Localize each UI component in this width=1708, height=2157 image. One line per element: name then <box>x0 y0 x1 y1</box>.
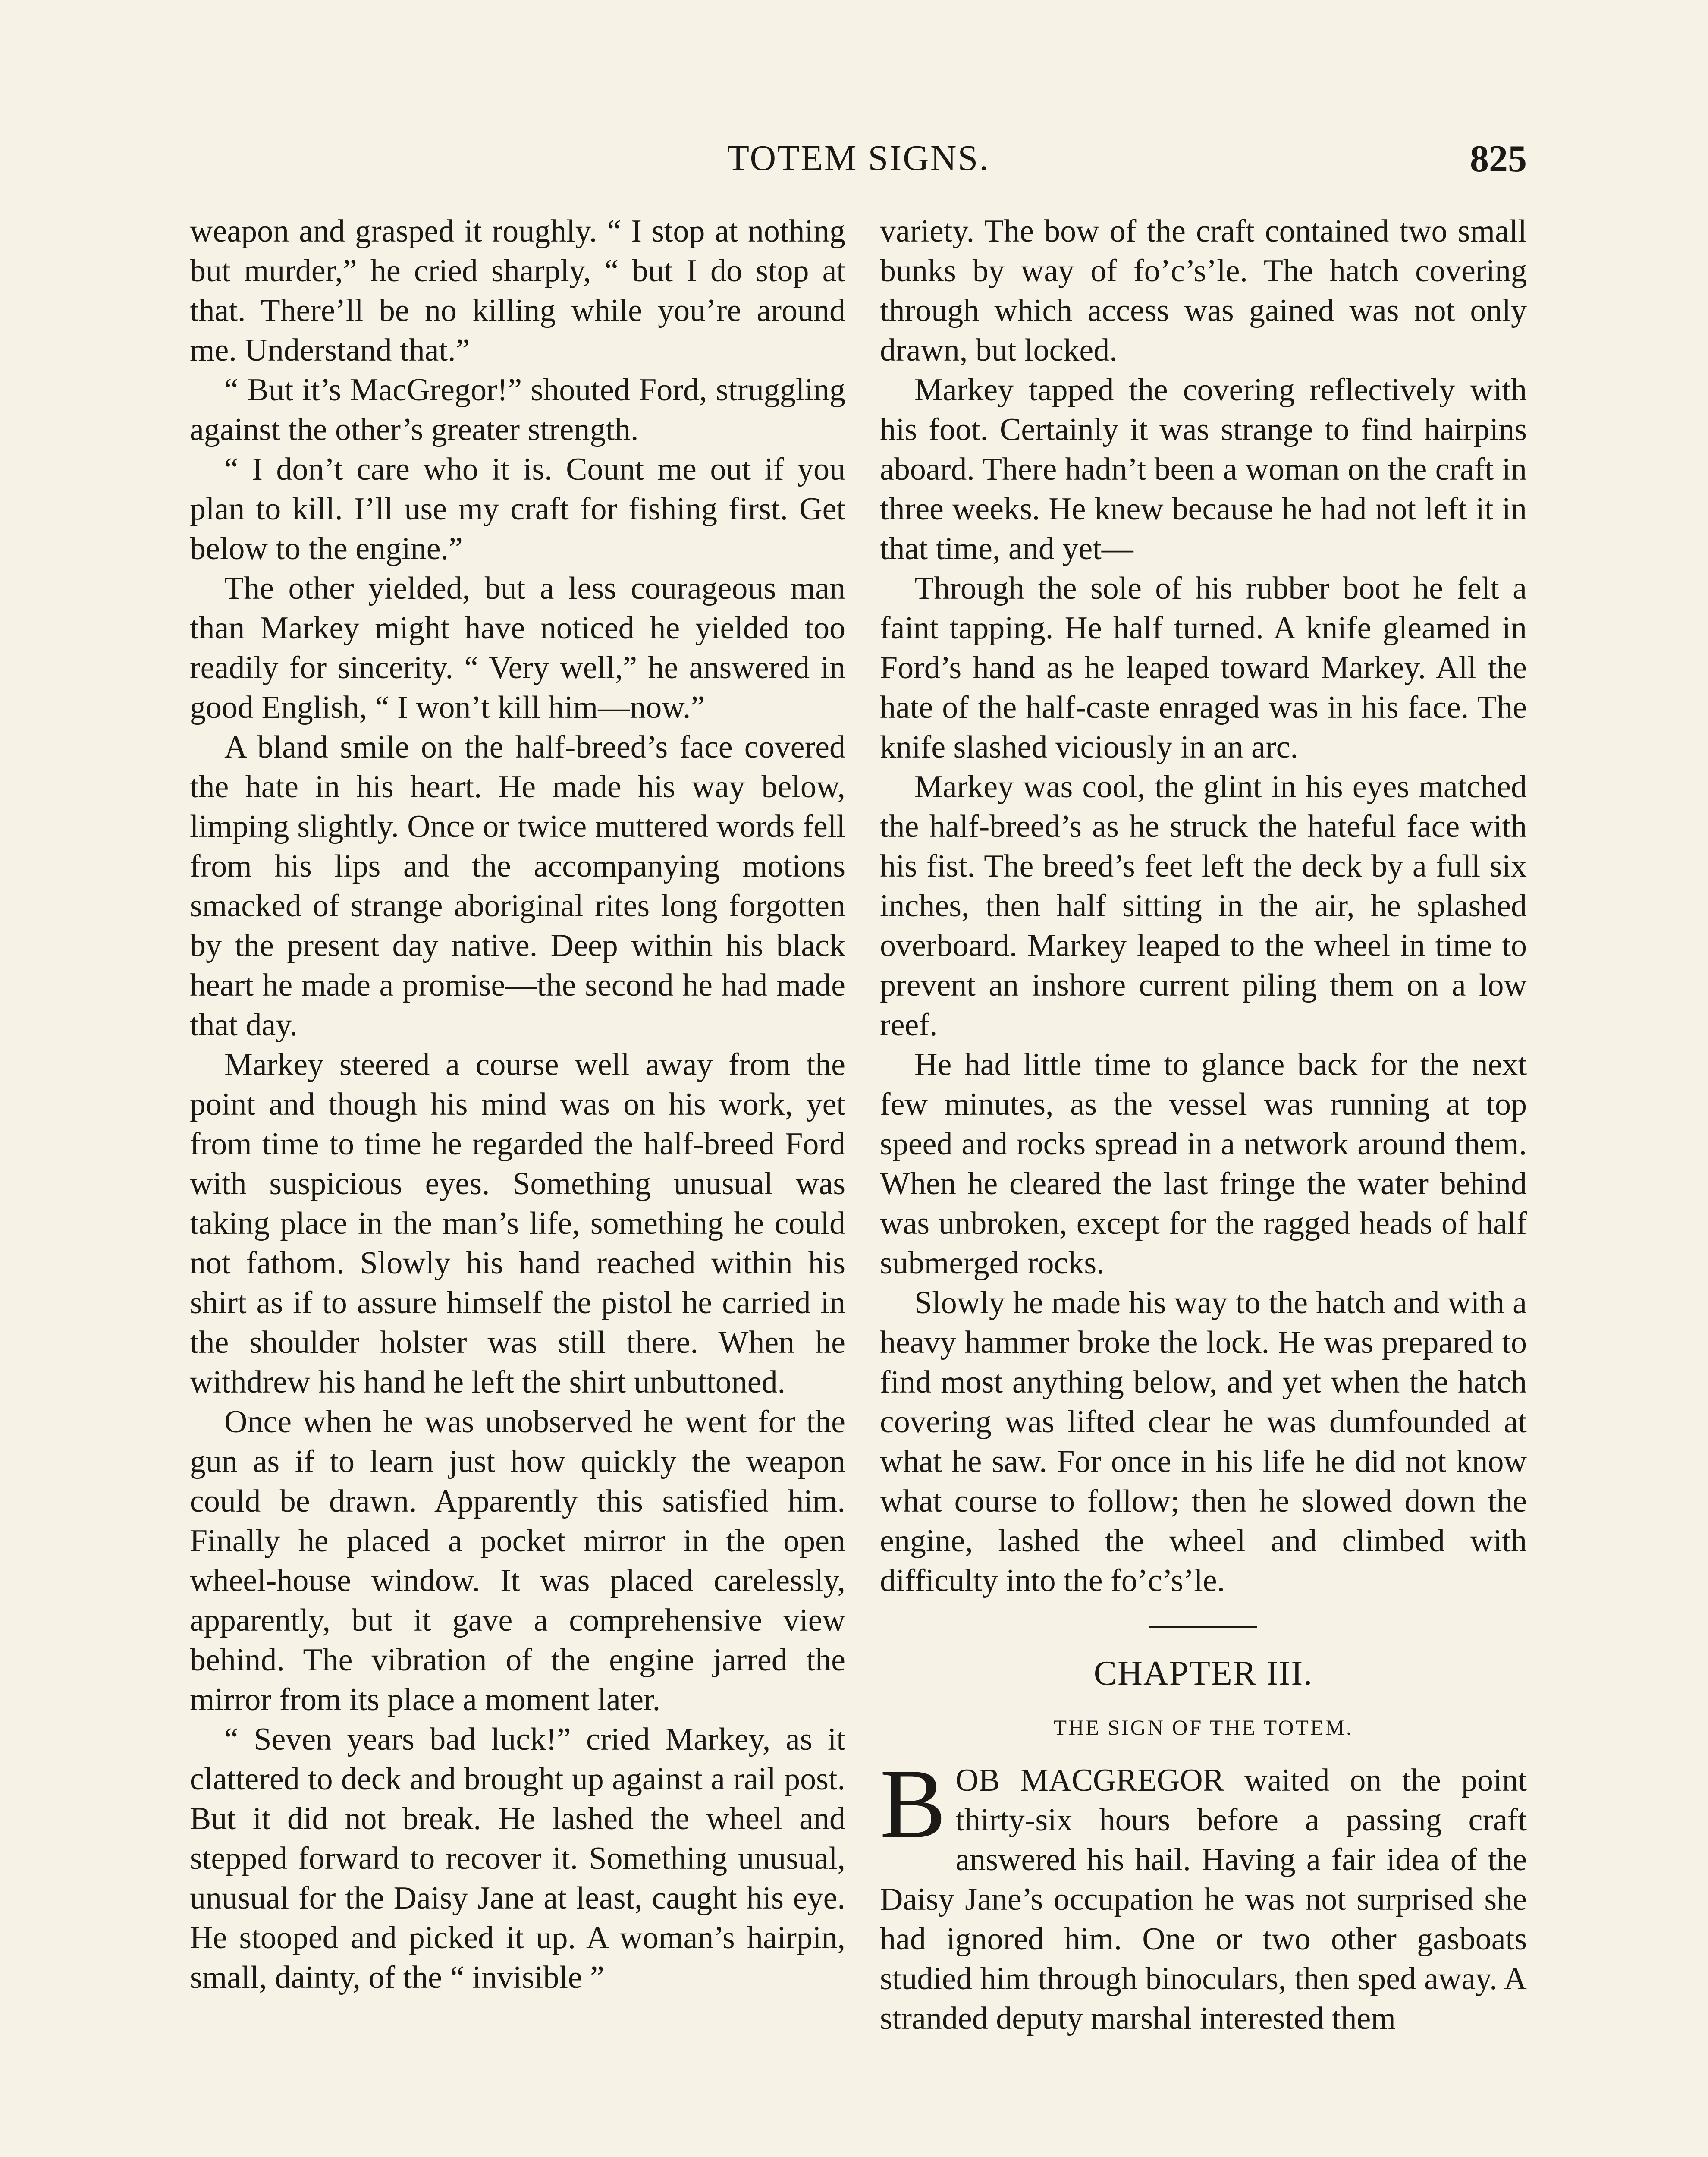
chapter-opening-paragraph <box>880 1748 1527 2038</box>
paragraph: Markey tapped the covering reflectively with his foot. Certainly it was strange to find hairpins aboard. There hadn’t been a woman on the craft in three weeks. He knew because he had not left it in that time, and yet— <box>880 372 1527 566</box>
chapter-opening-text: OB MACGREGOR waited on the point thirty-six hours before a passing craft answered his hail. Having a fair idea of the Daisy Jane’s occupation he was not surprised she had ignored him. One or two other gasboats studied him through binoculars, then sped away. A stranded deputy marshal interested them <box>880 1763 1527 2036</box>
left-column <box>190 211 845 1997</box>
section-divider <box>1149 1626 1257 1628</box>
paragraph: He had little time to glance back for the next few minutes, as the vessel was running at top speed and rocks spread in a network around them. When he cleared the last fringe the water behind was unbroken, except for the ragged heads of half submerged rocks. <box>880 1047 1527 1281</box>
paragraph: “ Seven years bad luck!” cried Markey, as it clattered to deck and brought up against a rail post. But it did not break. He lashed the wheel and stepped forward to recover it. Something unusual, unusual for the Daisy Jane at least, caught his eye. He stooped and picked it up. A woman’s hairpin, small, dainty, of the “ invisible ” <box>190 1722 845 1995</box>
paragraph: Slowly he made his way to the hatch and with a heavy hammer broke the lock. He was prepared to find most anything below, and yet when the hatch covering was lifted clear he was dumfounded at what he saw. For once in his life he did not know what course to follow; then he slowed down the engine, lashed the wheel and climbed with difficulty into the fo’c’s’le. <box>880 1285 1527 1598</box>
paragraph: weapon and grasped it roughly. “ I stop at nothing but murder,” he cried sharply, “ but I do stop at that. There’ll be no killing while you’re around me. Understand that.” <box>190 214 845 368</box>
paragraph: A bland smile on the half-breed’s face covered the hate in his heart. He made his way below, limping slightly. Once or twice muttered words fell from his lips and the accompanying motions smacked of strange aboriginal rites long forgotten by the present day native. Deep within his black heart he made a promise—the second he had made that day. <box>190 729 845 1043</box>
paragraph: “ I don’t care who it is. Count me out if you plan to kill. I’ll use my craft for fishing first. Get below to the engine.” <box>190 452 845 566</box>
paragraph: variety. The bow of the craft contained two small bunks by way of fo’c’s’le. The hatch covering through which access was gained was not only drawn, but locked. <box>880 214 1527 368</box>
paragraph: The other yielded, but a less courageous man than Markey might have noticed he yielded too readily for sincerity. “ Very well,” he answered in good English, “ I won’t kill him—now.” <box>190 571 845 725</box>
chapter-subtitle: THE SIGN OF THE TOTEM. <box>1053 1715 1353 1739</box>
page-number: 825 <box>1470 138 1527 180</box>
paragraph: Markey was cool, the glint in his eyes matched the half-breed’s as he struck the hateful face with his fist. The breed’s feet left the deck by a full six inches, then half sitting in the air, he splashed overboard. Markey leaped to the wheel in time to prevent an inshore current piling them on a low reef. <box>880 769 1527 1043</box>
paragraph: Markey steered a course well away from the point and though his mind was on his work, yet from time to time he regarded the half-breed Ford with suspicious eyes. Something unusual was taking place in the man’s life, something he could not fathom. Slowly his hand reached within his shirt as if to assure himself the pistol he carried in the shoulder holster was still there. When he withdrew his hand he left the shirt unbuttoned. <box>190 1047 845 1400</box>
drop-cap: B <box>880 1748 946 1858</box>
paragraph: Once when he was unobserved he went for the gun as if to learn just how quickly the weapon could be drawn. Apparently this satisfied him. Finally he placed a pocket mirror in the open wheel-house window. It was placed carelessly, apparently, but it gave a comprehensive view behind. The vibration of the engine jarred the mirror from its place a moment later. <box>190 1404 845 1717</box>
chapter-title: CHAPTER III. <box>1093 1654 1313 1692</box>
right-column <box>880 211 1527 2038</box>
paragraph: Through the sole of his rubber boot he felt a faint tapping. He half turned. A knife gleamed in Ford’s hand as he leaped toward Markey. All the hate of the half-caste enraged was in his face. The knife slashed viciously in an arc. <box>880 571 1527 765</box>
running-head <box>190 137 1527 185</box>
running-title: TOTEM SIGNS. <box>727 138 990 178</box>
paragraph: “ But it’s MacGregor!” shouted Ford, struggling against the other’s greater strength. <box>190 372 845 447</box>
